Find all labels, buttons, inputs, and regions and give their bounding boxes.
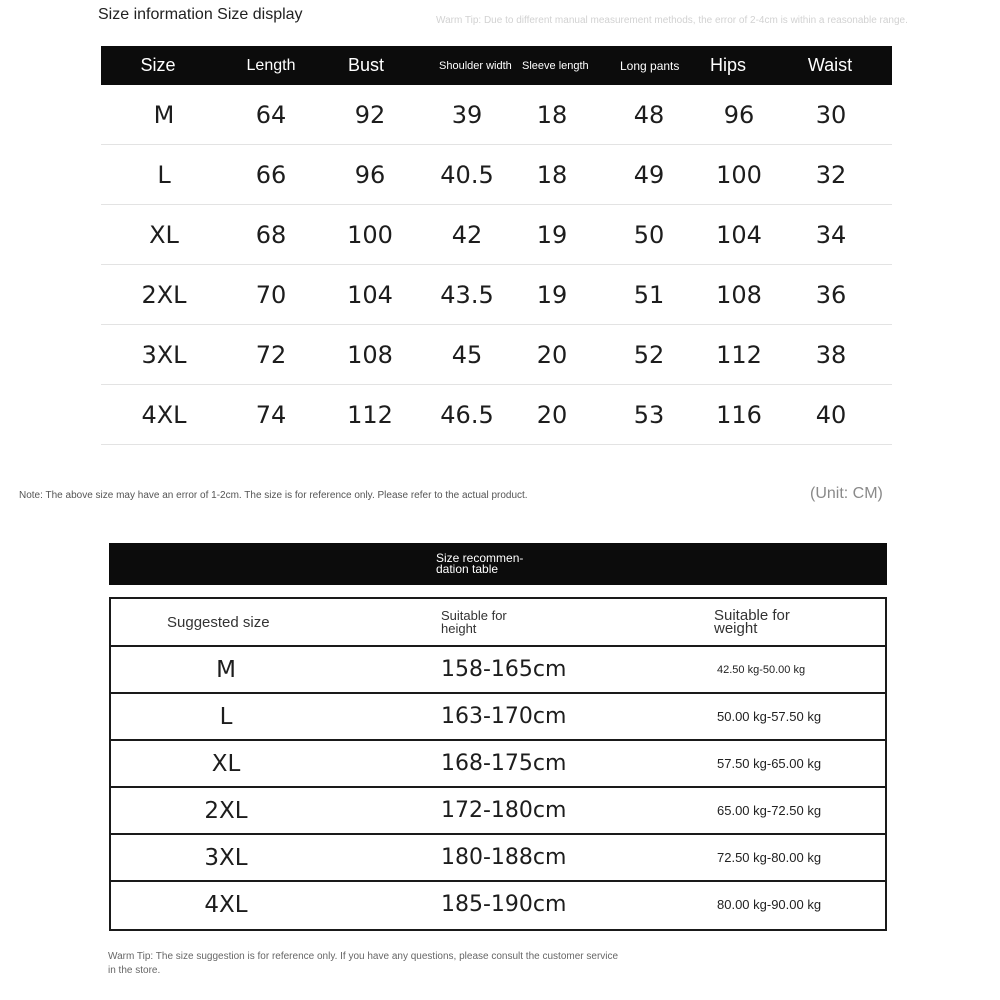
cell-shoulder: 39 (451, 101, 483, 129)
rec-height: 158-165cm (441, 657, 567, 682)
cell-waist: 34 (815, 221, 847, 249)
cell-waist: 40 (815, 401, 847, 429)
cell-hips: 112 (716, 341, 762, 369)
size-suggestion-warm-tip: Warm Tip: The size suggestion is for reference only. If you have any questions, please consult the customer service in the store. (108, 951, 619, 976)
cell-size: 4XL (141, 401, 187, 429)
recommendation-row-l (111, 694, 885, 741)
header-height: Suitable for height (441, 608, 507, 636)
cell-sleeve: 20 (536, 341, 568, 369)
cell-size: XL (149, 221, 179, 249)
header-size: Size (140, 55, 176, 75)
cell-shoulder: 42 (451, 221, 483, 249)
cell-size: L (157, 161, 171, 189)
recommendation-row-2xl (111, 788, 885, 835)
cell-pants: 51 (633, 281, 665, 309)
cell-pants: 50 (633, 221, 665, 249)
cell-shoulder: 45 (451, 341, 483, 369)
cell-length: 72 (255, 341, 287, 369)
size-table-header (101, 46, 892, 85)
size-row-m (101, 85, 892, 145)
cell-bust: 108 (347, 341, 393, 369)
cell-hips: 100 (716, 161, 762, 189)
rec-weight: 50.00 kg-57.50 kg (717, 709, 822, 724)
size-row-xl (101, 205, 892, 265)
cell-length: 70 (255, 281, 287, 309)
recommendation-row-m (111, 647, 885, 694)
cell-hips: 116 (716, 401, 762, 429)
rec-size: 3XL (204, 844, 248, 871)
size-information-table (101, 46, 892, 445)
recommendation-row-xl (111, 741, 885, 788)
rec-size: L (219, 703, 233, 730)
recommendation-title: Size recommen- dation table (436, 551, 524, 576)
rec-weight: 42.50 kg-50.00 kg (717, 663, 806, 676)
cell-pants: 53 (633, 401, 665, 429)
cell-pants: 49 (633, 161, 665, 189)
cell-size: M (153, 101, 175, 129)
header-sleeve-length: Sleeve length (522, 59, 589, 72)
rec-size: 4XL (204, 891, 248, 918)
cell-length: 74 (255, 401, 287, 429)
recommendation-row-3xl (111, 835, 885, 882)
cell-hips: 96 (723, 101, 755, 129)
cell-length: 68 (255, 221, 287, 249)
cell-pants: 52 (633, 341, 665, 369)
rec-weight: 57.50 kg-65.00 kg (717, 756, 822, 771)
header-weight: Suitable for weight (714, 607, 790, 637)
rec-weight: 72.50 kg-80.00 kg (717, 850, 822, 865)
cell-waist: 38 (815, 341, 847, 369)
cell-shoulder: 40.5 (440, 161, 494, 189)
cell-shoulder: 46.5 (440, 401, 494, 429)
cell-waist: 32 (815, 161, 847, 189)
cell-sleeve: 19 (536, 221, 568, 249)
cell-bust: 92 (354, 101, 386, 129)
rec-size: XL (211, 750, 241, 777)
measurement-warm-tip: Warm Tip: Due to different manual measurement methods, the error of 2-4cm is within a reasonable range. (436, 15, 908, 26)
rec-size: 2XL (204, 797, 248, 824)
cell-length: 66 (255, 161, 287, 189)
rec-height: 172-180cm (441, 798, 567, 823)
size-row-l (101, 145, 892, 205)
recommendation-header (111, 599, 885, 647)
header-waist: Waist (807, 55, 853, 75)
cell-bust: 100 (347, 221, 393, 249)
rec-height: 185-190cm (441, 892, 567, 917)
cell-waist: 30 (815, 101, 847, 129)
rec-height: 168-175cm (441, 751, 567, 776)
size-recommendation-table (109, 597, 887, 931)
cell-size: 3XL (141, 341, 187, 369)
header-suggested-size: Suggested size (167, 613, 270, 631)
rec-weight: 65.00 kg-72.50 kg (717, 803, 822, 818)
cell-bust: 96 (354, 161, 386, 189)
page-title: Size information Size display (98, 6, 303, 23)
size-row-3xl (101, 325, 892, 385)
cell-bust: 112 (347, 401, 393, 429)
header-length: Length (246, 56, 296, 74)
header-shoulder-width: Shoulder width (439, 59, 512, 72)
cell-pants: 48 (633, 101, 665, 129)
cell-waist: 36 (815, 281, 847, 309)
rec-height: 180-188cm (441, 845, 567, 870)
cell-sleeve: 19 (536, 281, 568, 309)
cell-hips: 108 (716, 281, 762, 309)
cell-size: 2XL (141, 281, 187, 309)
rec-size: M (216, 656, 236, 683)
size-row-2xl (101, 265, 892, 325)
cell-length: 64 (255, 101, 287, 129)
recommendation-title-bar (109, 543, 887, 585)
header-long-pants: Long pants (620, 58, 680, 73)
cell-sleeve: 18 (536, 161, 568, 189)
cell-hips: 104 (716, 221, 762, 249)
cell-bust: 104 (347, 281, 393, 309)
rec-height: 163-170cm (441, 704, 567, 729)
unit-label: (Unit: CM) (810, 485, 883, 502)
cell-shoulder: 43.5 (440, 281, 494, 309)
header-hips: Hips (709, 55, 746, 75)
cell-sleeve: 20 (536, 401, 568, 429)
cell-sleeve: 18 (536, 101, 568, 129)
recommendation-row-4xl (111, 882, 885, 929)
header-bust: Bust (347, 55, 385, 75)
rec-weight: 80.00 kg-90.00 kg (717, 897, 822, 912)
size-row-4xl (101, 385, 892, 445)
size-error-note: Note: The above size may have an error of 1-2cm. The size is for reference only. Please refer to the actual product. (19, 490, 528, 501)
